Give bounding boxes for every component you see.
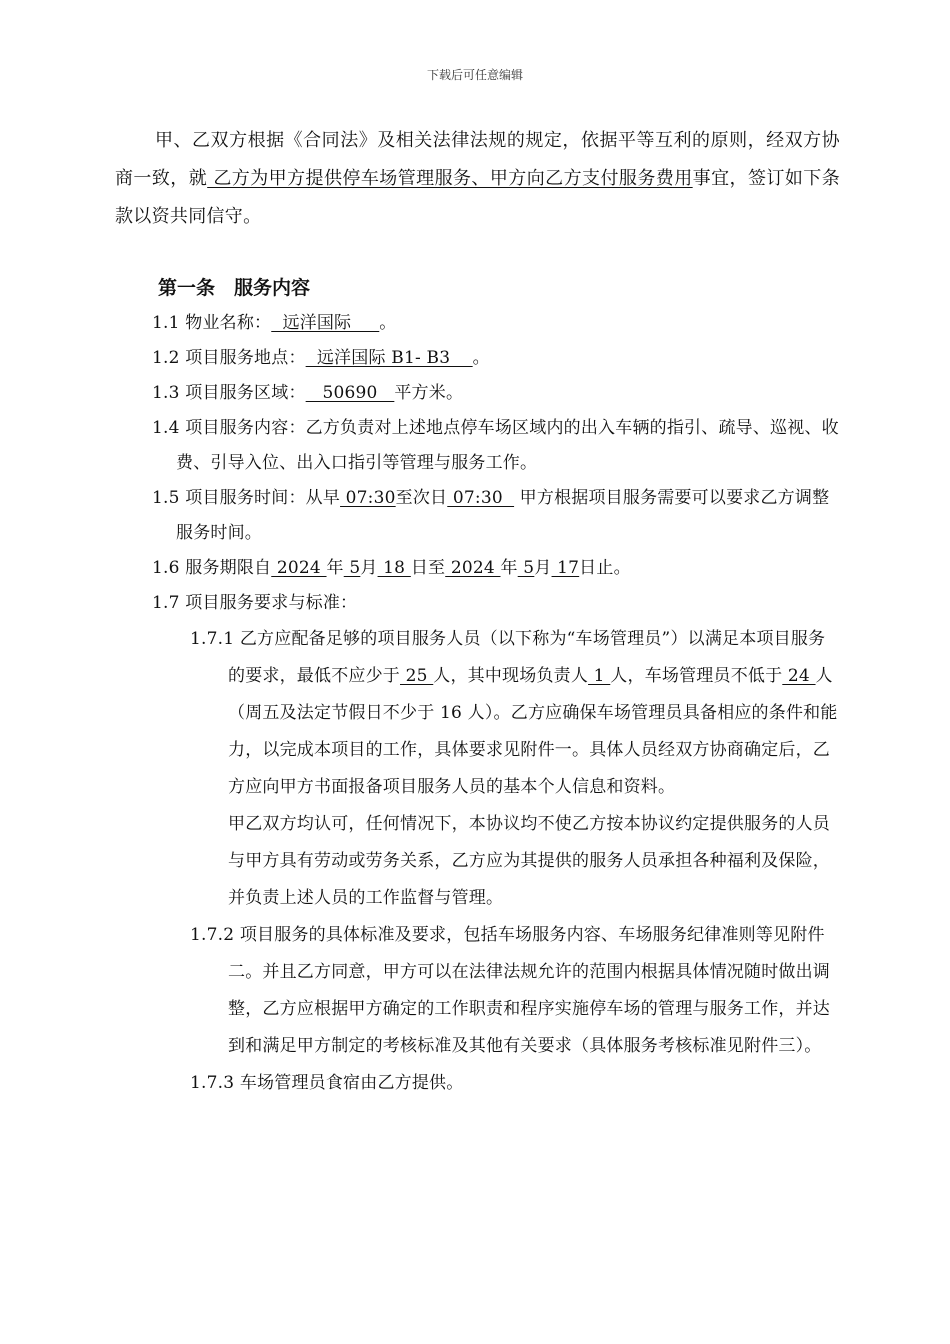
service-end-time-field: 07:30 xyxy=(447,488,515,508)
item-1-5 xyxy=(152,481,840,551)
item-1-3-label: 1.3 项目服务区域： xyxy=(152,383,306,403)
min-staff-field: 25 xyxy=(400,666,434,686)
service-area-field: 50690 xyxy=(305,383,395,403)
item-1-6 xyxy=(152,551,840,586)
month-text-2: 月 xyxy=(534,558,552,578)
item-1-3-suffix: 平方米。 xyxy=(394,383,464,403)
item-1-7-1-text-b: 人，其中现场负责人 xyxy=(433,666,589,686)
item-1-1-suffix: 。 xyxy=(379,313,397,333)
service-location-field: 远洋国际 B1- B3 xyxy=(305,348,473,368)
item-1-3 xyxy=(152,376,840,411)
day-end-text: 日止。 xyxy=(579,558,631,578)
end-day-field: 17 xyxy=(551,558,580,578)
start-day-field: 18 xyxy=(377,558,411,578)
parking-staff-count-field: 24 xyxy=(782,666,816,686)
end-month-field: 5 xyxy=(517,558,535,578)
item-1-1 xyxy=(152,306,840,341)
start-month-field: 5 xyxy=(343,558,361,578)
item-1-5-rest: 甲方根据项目服务需要可以要求乙方调整服务时间。 xyxy=(176,488,830,543)
header-note: 下载后可任意编辑 xyxy=(426,68,523,82)
item-1-2-label: 1.2 项目服务地点： xyxy=(152,348,306,368)
intro-paragraph xyxy=(115,122,840,236)
item-1-5-label: 1.5 项目服务时间：从早 xyxy=(152,488,341,508)
intro-underlined-subject: 乙方为甲方提供停车场管理服务、甲方向乙方支付服务费用 xyxy=(207,168,693,189)
article-heading: 第一条 服务内容 xyxy=(158,277,311,299)
day-to-text: 日至 xyxy=(410,558,446,578)
intro-text-before: 甲、乙双方根据《合同法》及相关法律法规的规定，依据平等互利的原则，经双方协商一致，就 xyxy=(115,130,840,189)
document-body xyxy=(115,122,840,1102)
end-year-field: 2024 xyxy=(445,558,501,578)
year-text-2: 年 xyxy=(500,558,518,578)
item-1-6-label: 1.6 服务期限自 xyxy=(152,558,272,578)
item-1-7-3: 1.7.3 车场管理员食宿由乙方提供。 xyxy=(190,1073,464,1093)
item-1-1-label: 1.1 物业名称： xyxy=(152,313,272,333)
item-1-2-suffix: 。 xyxy=(472,348,490,368)
item-1-7-1-text-c: 人，车场管理员不低于 xyxy=(610,666,783,686)
item-1-7: 1.7 项目服务要求与标准： xyxy=(152,593,358,613)
item-1-7-1 xyxy=(190,621,840,806)
item-1-7-1-paragraph-2: 甲乙双方均认可，任何情况下，本协议均不使乙方按本协议约定提供服务的人员与甲方具有劳动或劳务关系，乙方应为其提供的服务人员承担各种福利及保险，并负责上述人员的工作监督与管理。 xyxy=(228,814,830,908)
item-1-5-mid: 至次日 xyxy=(395,488,448,508)
item-1-7-2: 1.7.2 项目服务的具体标准及要求，包括车场服务内容、车场服务纪律准则等见附件二。并且乙方同意，甲方可以在法律法规允许的范围内根据具体情况随时做出调整，乙方应根据甲方确定的工作职责和程序实施停车场的管理与服务工作，并达到和满足甲方制定的考核标准及其他有关要求（具体服务考核标准见附件三）。 xyxy=(190,925,830,1056)
site-manager-count-field: 1 xyxy=(588,666,611,686)
service-start-time-field: 07:30 xyxy=(340,488,396,508)
property-name-field: 远洋国际 xyxy=(271,313,380,333)
year-text-1: 年 xyxy=(326,558,344,578)
item-1-7-1-text-a: 1.7.1 乙方应配备足够的项目服务人员（以下称为“车场管理员”）以满足本项目服务的要求，最低不应少于 xyxy=(190,629,826,686)
item-1-4: 1.4 项目服务内容：乙方负责对上述地点停车场区域内的出入车辆的指引、疏导、巡视、收费、引导入位、出入口指引等管理与服务工作。 xyxy=(152,418,839,473)
item-1-2 xyxy=(152,341,840,376)
intro-text-after: 事宜，签订如下条款以资共同信守。 xyxy=(115,168,841,227)
item-1-7-1-text-d: 人（周五及法定节假日不少于 16 人）。乙方应确保车场管理员具备相应的条件和能力，以完成本项目的工作，具体要求见附件一。具体人员经双方协商确定后，乙方应向甲方书面报备项目服务人员的基本个人信息和资料。 xyxy=(228,666,838,797)
start-year-field: 2024 xyxy=(271,558,327,578)
month-text-1: 月 xyxy=(360,558,378,578)
